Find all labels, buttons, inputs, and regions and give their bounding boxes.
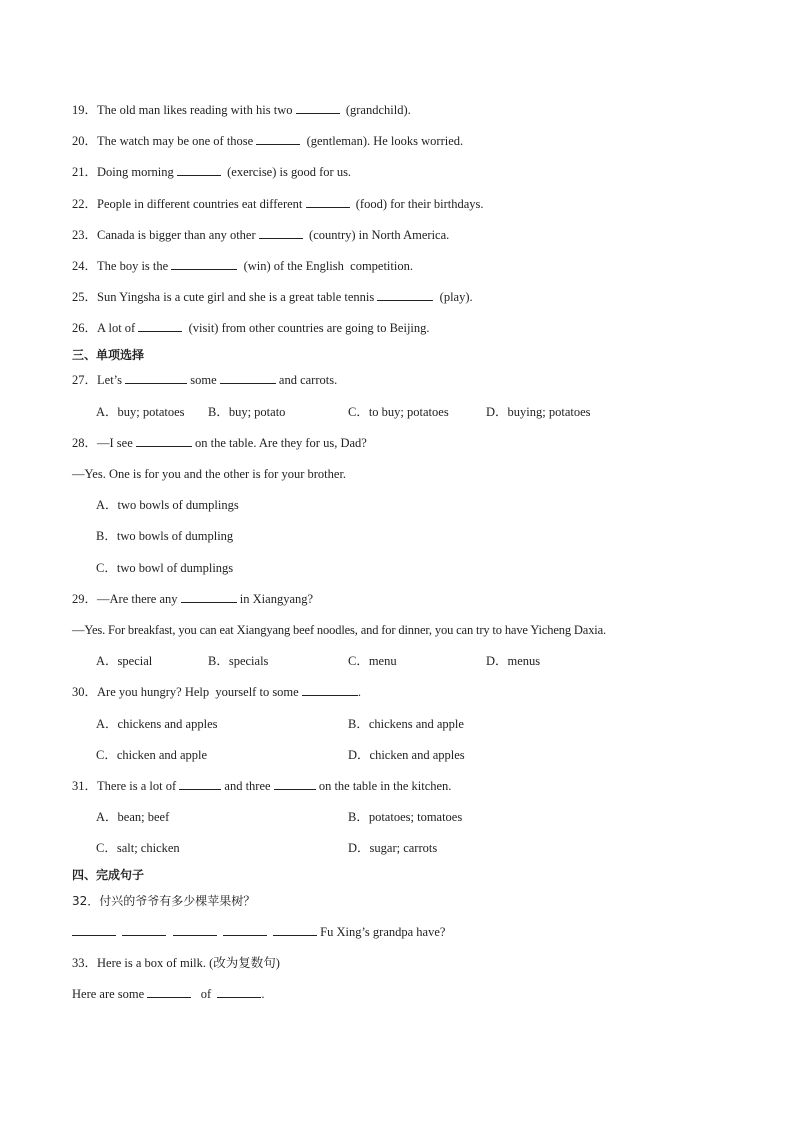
- answer-blank[interactable]: [220, 372, 276, 384]
- question-19: 19．The old man likes reading with his two (grandchild).: [72, 103, 411, 117]
- answer-blank[interactable]: [259, 227, 303, 239]
- question-25: 25．Sun Yingsha is a cute girl and she is a great table tennis (play).: [72, 290, 473, 304]
- answer-blank[interactable]: [72, 924, 116, 936]
- answer-blank[interactable]: [217, 986, 261, 998]
- answer-blank[interactable]: [306, 196, 350, 208]
- answer-blank[interactable]: [136, 435, 192, 447]
- answer-blank[interactable]: [273, 924, 317, 936]
- answer-blank[interactable]: [223, 924, 267, 936]
- answer-blank[interactable]: [122, 924, 166, 936]
- question-23: 23．Canada is bigger than any other (country) in North America.: [72, 228, 450, 242]
- answer-blank[interactable]: [296, 102, 340, 114]
- answer-blank[interactable]: [256, 133, 300, 145]
- option-31-c[interactable]: C．salt; chicken: [96, 841, 180, 855]
- answer-blank[interactable]: [177, 164, 221, 176]
- answer-blank[interactable]: [147, 986, 191, 998]
- option-27-a[interactable]: A．buy; potatoes: [96, 405, 185, 419]
- answer-blank[interactable]: [302, 684, 358, 696]
- option-30-b[interactable]: B．chickens and apple: [348, 717, 464, 731]
- question-26: 26．A lot of (visit) from other countries are going to Beijing.: [72, 321, 430, 335]
- answer-blank[interactable]: [125, 372, 187, 384]
- question-32: 32．付兴的爷爷有多少棵苹果树？: [72, 894, 256, 908]
- question-33: 33．Here is a box of milk. (改为复数句): [72, 956, 280, 970]
- dialog-answer-28: —Yes. One is for you and the other is for your brother.: [72, 467, 347, 481]
- option-28-a[interactable]: A．two bowls of dumplings: [96, 498, 239, 512]
- option-28-c[interactable]: C．two bowl of dumplings: [96, 561, 234, 575]
- question-21: 21．Doing morning (exercise) is good for us.: [72, 165, 352, 179]
- answer-line-32: Fu Xing’s grandpa have?: [72, 924, 445, 940]
- question-29: 29．—Are there any in Xiangyang?: [72, 592, 314, 606]
- question-24: 24．The boy is the (win) of the English competition.: [72, 259, 413, 273]
- option-27-c[interactable]: C．to buy; potatoes: [348, 405, 449, 419]
- question-27: 27．Let’s some and carrots.: [72, 373, 338, 387]
- answer-blank[interactable]: [138, 320, 182, 332]
- option-27-d[interactable]: D．buying; potatoes: [486, 405, 591, 419]
- dialog-answer-29: —Yes. For breakfast, you can eat Xiangyang beef noodles, and for dinner, you can try to have Yicheng Daxia.: [72, 623, 606, 637]
- question-22: 22．People in different countries eat different (food) for their birthdays.: [72, 197, 484, 211]
- answer-blank[interactable]: [173, 924, 217, 936]
- option-29-a[interactable]: A．special: [96, 654, 153, 668]
- option-28-b[interactable]: B．two bowls of dumpling: [96, 529, 234, 543]
- answer-blank[interactable]: [274, 778, 316, 790]
- option-31-d[interactable]: D．sugar; carrots: [348, 841, 438, 855]
- section-heading-4: 四、完成句子: [72, 868, 145, 882]
- answer-blank[interactable]: [181, 591, 237, 603]
- question-20: 20．The watch may be one of those (gentleman). He looks worried.: [72, 134, 464, 148]
- option-30-d[interactable]: D．chicken and apples: [348, 748, 465, 762]
- option-30-a[interactable]: A．chickens and apples: [96, 717, 218, 731]
- option-30-c[interactable]: C．chicken and apple: [96, 748, 208, 762]
- question-31: 31．There is a lot of and three on the table in the kitchen.: [72, 779, 452, 793]
- answer-blank[interactable]: [171, 258, 237, 270]
- answer-line-33: Here are some of .: [72, 987, 265, 1001]
- option-27-b[interactable]: B．buy; potato: [208, 405, 286, 419]
- option-31-a[interactable]: A．bean; beef: [96, 810, 170, 824]
- option-29-b[interactable]: B．specials: [208, 654, 269, 668]
- option-29-c[interactable]: C．menu: [348, 654, 397, 668]
- section-heading-3: 三、单项选择: [72, 348, 145, 362]
- answer-blank[interactable]: [179, 778, 221, 790]
- option-31-b[interactable]: B．potatoes; tomatoes: [348, 810, 463, 824]
- question-30: 30．Are you hungry? Help yourself to some .: [72, 685, 361, 699]
- answer-blank[interactable]: [377, 289, 433, 301]
- question-28: 28．—I see on the table. Are they for us, Dad?: [72, 436, 367, 450]
- option-29-d[interactable]: D．menus: [486, 654, 541, 668]
